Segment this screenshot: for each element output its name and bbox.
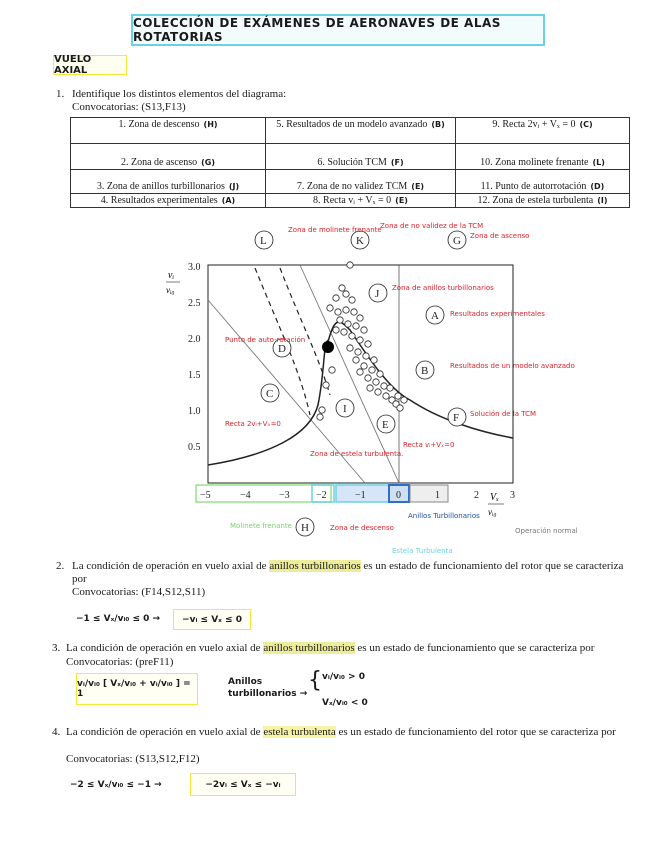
q1-number: 1.	[56, 88, 65, 100]
svg-text:I: I	[343, 403, 347, 415]
experimental-point	[365, 341, 371, 347]
experimental-point	[369, 367, 375, 373]
table-cell: 7. Zona de no validez TCM (E)	[266, 170, 456, 194]
note-A: Resultados experimentales	[450, 310, 545, 318]
x-tick: 2	[474, 490, 479, 501]
q4-answer-left: −2 ≤ Vₓ/vᵢ₀ ≤ −1 →	[70, 780, 162, 790]
svg-text:E: E	[382, 419, 389, 431]
svg-text:J: J	[375, 288, 380, 300]
q3-condition-1: vᵢ/vᵢ₀ > 0	[322, 672, 365, 682]
x-tick: −2	[316, 490, 327, 501]
q4-number: 4.	[52, 726, 61, 738]
q4-answer-box: −2vᵢ ≤ Vₓ ≤ −vᵢ	[190, 773, 296, 796]
note-D: Punto de auto-rotación	[225, 336, 306, 344]
table-cell: 6. Solución TCM (F)	[266, 144, 456, 170]
experimental-point	[329, 367, 335, 373]
experimental-point	[327, 305, 333, 311]
note-molinete: Molinete frenante	[230, 522, 292, 530]
experimental-point	[357, 337, 363, 343]
y-tick: 0.5	[188, 442, 201, 453]
note-G: Zona de ascenso	[470, 232, 530, 240]
note-H: Zona de descenso	[330, 524, 394, 532]
x-tick: −5	[200, 490, 211, 501]
tcm-right	[328, 322, 513, 438]
experimental-point	[343, 307, 349, 313]
table-cell: 11. Punto de autorrotación (D)	[456, 170, 630, 194]
y-tick: 3.0	[188, 262, 201, 273]
q2-text: La condición de operación en vuelo axial de anillos turbillonarios es un estado de funcionamiento del rotor que se caracteriza por	[72, 560, 624, 585]
y-label-top: vᵢ	[168, 270, 175, 281]
y-tick: 1.0	[188, 406, 201, 417]
table-cell: 9. Recta 2vᵢ + Vₓ = 0 (C)	[456, 118, 630, 144]
experimental-point	[333, 327, 339, 333]
q3-condition-2: Vₓ/vᵢ₀ < 0	[322, 698, 368, 708]
table-cell: 10. Zona molinete frenante (L)	[456, 144, 630, 170]
svg-text:G: G	[453, 235, 461, 247]
q1-text: Identifique los distintos elementos del diagrama:	[72, 88, 287, 100]
experimental-point	[361, 327, 367, 333]
experimental-point	[353, 357, 359, 363]
axial-flight-diagram	[160, 220, 620, 555]
experimental-point	[401, 397, 407, 403]
experimental-point	[395, 393, 401, 399]
molinete-box	[196, 485, 331, 502]
note-L: Zona de molinete frenante	[288, 226, 382, 234]
q3-number: 3.	[52, 642, 61, 654]
q4-convocatorias: Convocatorias: (S13,S12,F12)	[66, 753, 200, 765]
experimental-point	[335, 309, 341, 315]
experimental-point	[375, 389, 381, 395]
experimental-point	[397, 405, 403, 411]
svg-text:C: C	[266, 388, 274, 400]
q2-answer-box: −vᵢ ≤ Vₓ ≤ 0	[173, 609, 251, 630]
experimental-point	[317, 414, 323, 420]
autorotation-point	[322, 341, 334, 353]
y-tick: 2.0	[188, 334, 201, 345]
experimental-point	[373, 379, 379, 385]
note-F: Solución de la TCM	[470, 410, 537, 418]
experimental-point	[363, 353, 369, 359]
experimental-point	[357, 369, 363, 375]
note-operacion: Operación normal	[515, 527, 578, 535]
experimental-point	[347, 345, 353, 351]
experimental-point	[343, 291, 349, 297]
svg-text:A: A	[431, 310, 439, 322]
note-E: Recta vᵢ+Vₓ=0	[403, 441, 455, 449]
y-label-bot: vᵢ₀	[166, 285, 175, 295]
y-tick: 1.5	[188, 370, 201, 381]
x-tick: 3	[510, 490, 515, 501]
q4-text: La condición de operación en vuelo axial de estela turbulenta es un estado de funcionamiento del rotor que se caracteriza por	[66, 726, 616, 738]
note-estela: Estela Turbulenta	[392, 547, 453, 555]
experimental-point	[347, 262, 353, 268]
table-cell: 12. Zona de estela turbulenta (I)	[456, 194, 630, 208]
experimental-point	[349, 333, 355, 339]
section-label: VUELO AXIAL	[53, 55, 127, 75]
q3-answer-box: vᵢ/vᵢ₀ [ Vₓ/vᵢ₀ + vᵢ/vᵢ₀ ] = 1	[76, 673, 198, 705]
x-tick: −1	[355, 490, 366, 501]
experimental-point	[377, 371, 383, 377]
q3-answer-label: Anillos turbillonarios →	[228, 677, 308, 699]
table-cell: 3. Zona de anillos turbillonarios (J)	[71, 170, 266, 194]
q3-text: La condición de operación en vuelo axial de anillos turbillonarios es un estado de funcionamiento que se caracteriza por	[66, 642, 595, 654]
q3-brace: {	[308, 668, 322, 693]
x-label-top: Vₓ	[490, 492, 499, 503]
experimental-point	[337, 317, 343, 323]
experimental-point	[353, 323, 359, 329]
experimental-point	[361, 363, 367, 369]
x-label-bot: vᵢ₀	[488, 507, 497, 517]
table-cell: 8. Recta vᵢ + Vₓ = 0 (E)	[266, 194, 456, 208]
experimental-point	[357, 315, 363, 321]
y-tick: 2.5	[188, 298, 201, 309]
x-tick: −4	[240, 490, 251, 501]
q3-convocatorias: Convocatorias: (preF11)	[66, 656, 174, 668]
experimental-point	[341, 329, 347, 335]
experimental-point	[319, 407, 325, 413]
experimental-point	[345, 321, 351, 327]
note-B: Resultados de un modelo avanzado	[450, 362, 575, 370]
experimental-point	[339, 285, 345, 291]
tcm-left	[208, 340, 328, 465]
experimental-point	[371, 357, 377, 363]
q2-number: 2.	[56, 560, 65, 572]
experimental-point	[333, 295, 339, 301]
experimental-point	[355, 349, 361, 355]
svg-text:H: H	[301, 522, 309, 534]
svg-text:K: K	[356, 235, 364, 247]
experimental-point	[351, 309, 357, 315]
experimental-point	[383, 393, 389, 399]
elements-table	[70, 117, 630, 208]
svg-text:B: B	[421, 365, 429, 377]
table-cell: 2. Zona de ascenso (G)	[71, 144, 266, 170]
table-cell: 1. Zona de descenso (H)	[71, 118, 266, 144]
note-J: Zona de anillos turbillonarios	[392, 284, 494, 292]
experimental-point	[349, 297, 355, 303]
experimental-point	[387, 385, 393, 391]
q1-convocatorias: Convocatorias: (S13,F13)	[72, 101, 186, 113]
experimental-point	[367, 385, 373, 391]
note-C: Recta 2vᵢ+Vₓ=0	[225, 420, 281, 428]
normal-box	[410, 485, 448, 502]
experimental-point	[323, 382, 329, 388]
page-title: COLECCIÓN DE EXÁMENES DE AERONAVES DE ALAS ROTATORIAS	[131, 14, 545, 46]
note-K: Zona de no validez de la TCM	[380, 222, 484, 230]
q2-convocatorias: Convocatorias: (F14,S12,S11)	[72, 586, 206, 598]
experimental-point	[381, 383, 387, 389]
table-cell: 5. Resultados de un modelo avanzado (B)	[266, 118, 456, 144]
table-cell: 4. Resultados experimentales (A)	[71, 194, 266, 208]
svg-text:D: D	[278, 343, 286, 355]
svg-text:L: L	[260, 235, 267, 247]
q2-answer-left: −1 ≤ Vₓ/vᵢ₀ ≤ 0 →	[76, 614, 161, 624]
note-I: Zona de estela turbulenta.	[310, 450, 404, 458]
note-anillos: Anillos Turbillonarios	[408, 512, 480, 520]
x-tick: −3	[279, 490, 290, 501]
experimental-point	[365, 375, 371, 381]
x-tick: 1	[435, 490, 440, 501]
svg-text:F: F	[453, 412, 460, 424]
x-tick: 0	[396, 490, 401, 501]
